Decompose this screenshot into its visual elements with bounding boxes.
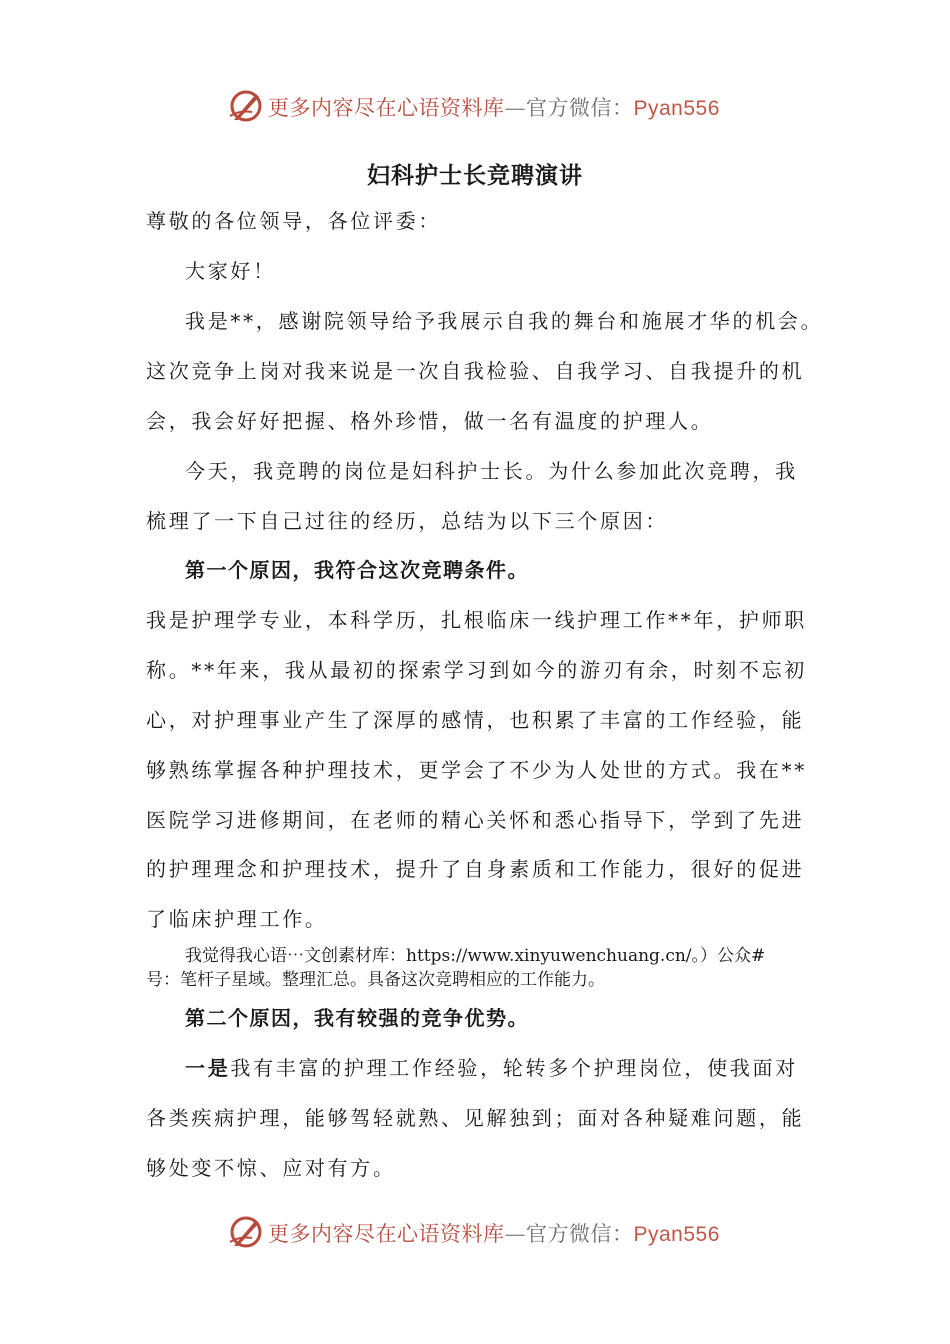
paragraph-line: 我是**，感谢院领导给予我展示自我的舞台和施展才华的机会。 (185, 309, 824, 333)
header-watermark-banner (0, 86, 950, 136)
paragraph-line: 心，对护理事业产生了深厚的感情，也积累了丰富的工作经验，能 (146, 708, 805, 732)
inserted-note-line: 我觉得我心语⋯文创素材库：https://www.xinyuwenchuang.cn/。）公众# (185, 946, 766, 966)
document-title: 妇科护士长竞聘演讲 (367, 162, 583, 189)
paragraph-line: 梳理了一下自己过往的经历，总结为以下三个原因： (146, 509, 669, 533)
banner-dash: — (504, 1222, 526, 1246)
paragraph-line: 称。**年来，我从最初的探索学习到如今的游刃有余，时刻不忘初 (146, 658, 807, 682)
paragraph-line: 了临床护理工作。 (146, 907, 328, 931)
paragraph-line: 今天，我竞聘的岗位是妇科护士长。为什么参加此次竞聘，我 (185, 459, 798, 483)
paragraph-line: 的护理理念和护理技术，提升了自身素质和工作能力，很好的促进 (146, 857, 805, 881)
banner-site-name: 更多内容尽在心语资料库 (268, 96, 505, 120)
paragraph-line (185, 1054, 798, 1082)
paragraph-line: 大家好！ (185, 259, 276, 283)
paragraph-line: 会，我会好好把握、格外珍惜，做一名有温度的护理人。 (146, 409, 714, 433)
salutation: 尊敬的各位领导，各位评委： (146, 209, 442, 233)
banner-text (268, 92, 720, 122)
quill-logo-icon (226, 86, 266, 126)
banner-wechat-label: 官方微信： (526, 96, 634, 120)
point-label: 一是 (185, 1056, 231, 1080)
point-text: 我有丰富的护理工作经验，轮转多个护理岗位，使我面对 (230, 1056, 798, 1080)
banner-site-name: 更多内容尽在心语资料库 (268, 1222, 505, 1246)
section-heading: 第一个原因，我符合这次竞聘条件。 (185, 558, 529, 582)
paragraph-line: 各类疾病护理，能够驾轻就熟、见解独到；面对各种疑难问题，能 (146, 1106, 805, 1130)
footer-watermark-banner (0, 1212, 950, 1262)
banner-wechat-id: Pyan556 (633, 97, 720, 120)
banner-dash: — (504, 96, 526, 120)
inserted-note-line: 号：笔杆子星域。整理汇总。具备这次竞聘相应的工作能力。 (146, 970, 605, 990)
section-heading: 第二个原因，我有较强的竞争优势。 (185, 1006, 529, 1030)
paragraph-line: 我是护理学专业，本科学历，扎根临床一线护理工作**年，护师职 (146, 608, 807, 632)
paragraph-line: 够熟练掌握各种护理技术，更学会了不少为人处世的方式。我在** (146, 758, 807, 782)
banner-wechat-label: 官方微信： (526, 1222, 634, 1246)
banner-text (268, 1218, 720, 1248)
paragraph-line: 够处变不惊、应对有方。 (146, 1156, 396, 1180)
banner-wechat-id: Pyan556 (633, 1223, 720, 1246)
paragraph-line: 这次竞争上岗对我来说是一次自我检验、自我学习、自我提升的机 (146, 359, 805, 383)
quill-logo-icon (226, 1212, 266, 1252)
paragraph-line: 医院学习进修期间，在老师的精心关怀和悉心指导下，学到了先进 (146, 808, 805, 832)
